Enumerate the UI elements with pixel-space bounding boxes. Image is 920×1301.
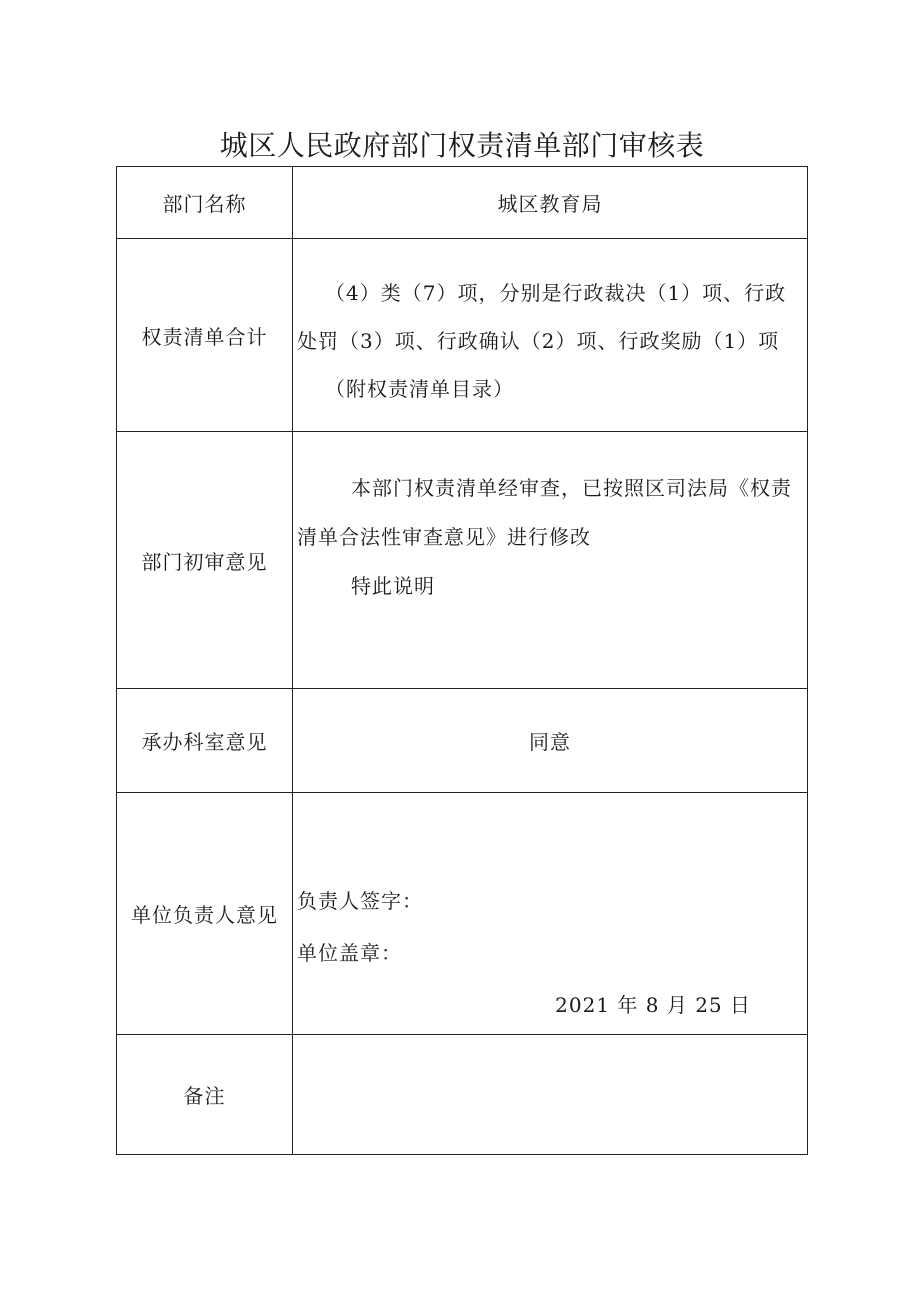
leader-opinion-label: 单位负责人意见 — [117, 793, 293, 1035]
office-opinion-value: 同意 — [293, 689, 808, 793]
seal-line: 单位盖章： — [297, 941, 402, 965]
row-office-opinion — [117, 689, 808, 793]
initial-review-paragraph: 本部门权责清单经审查，已按照区司法局《权责清单合法性审查意见》进行修改 — [297, 475, 792, 549]
row-initial-review — [117, 432, 808, 689]
office-opinion-label: 承办科室意见 — [117, 689, 293, 793]
summary-text: （4）类（7）项，分别是行政裁决（1）项、行政处罚（3）项、行政确认（2）项、行政奖励（1）项 — [297, 281, 787, 353]
row-summary — [117, 239, 808, 432]
dept-name-value: 城区教育局 — [293, 167, 808, 239]
summary-attachment: （附权责清单目录） — [325, 377, 514, 401]
row-dept-name — [117, 167, 808, 239]
document-title: 城区人民政府部门权责清单部门审核表 — [219, 129, 705, 162]
review-form-table — [116, 166, 808, 1155]
remarks-label: 备注 — [117, 1035, 293, 1155]
summary-label: 权责清单合计 — [117, 239, 293, 432]
signature-line: 负责人签字： — [297, 889, 423, 913]
initial-review-label: 部门初审意见 — [117, 432, 293, 689]
date-line: 2021 年 8 月 25 日 — [555, 993, 751, 1017]
initial-review-closing: 特此说明 — [351, 573, 435, 598]
remarks-value — [293, 1035, 808, 1155]
row-leader-opinion — [117, 793, 808, 1035]
summary-cell — [293, 239, 808, 432]
dept-name-label: 部门名称 — [117, 167, 293, 239]
leader-opinion-cell — [293, 793, 808, 1035]
row-remarks — [117, 1035, 808, 1155]
initial-review-cell — [293, 432, 808, 689]
